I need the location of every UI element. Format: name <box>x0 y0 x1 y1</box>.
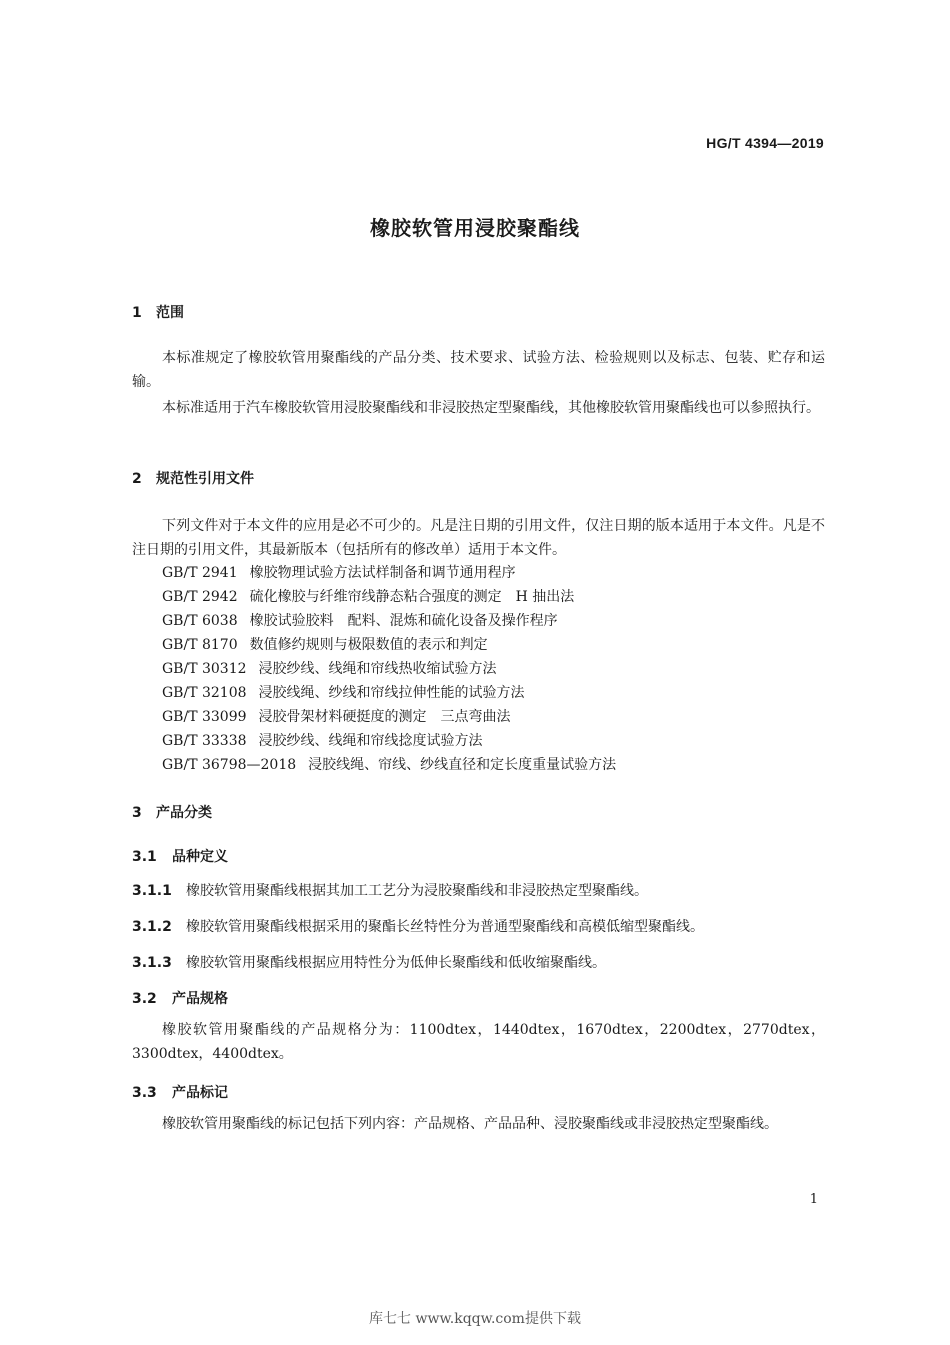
clause-number: 3.1.2 <box>132 919 172 935</box>
reference-item <box>162 610 558 630</box>
reference-item <box>162 658 497 678</box>
reference-title: 浸胶线绳、纱线和帘线拉伸性能的试验方法 <box>258 685 525 701</box>
reference-item <box>162 682 525 702</box>
subsection-3-3-text: 橡胶软管用聚酯线的标记包括下列内容：产品规格、产品品种、浸胶聚酯线或非浸胶热定型聚酯线。 <box>162 1116 778 1132</box>
document-title: 橡胶软管用浸胶聚酯线 <box>370 216 580 240</box>
reference-title: 数值修约规则与极限数值的表示和判定 <box>249 637 488 653</box>
reference-code: GB/T 30312 <box>162 661 247 677</box>
subsection-3-2-text: 橡胶软管用聚酯线的产品规格分为：1100dtex，1440dtex，1670dtex，2200dtex，2770dtex，3300dtex，4400dtex。 <box>132 1022 825 1062</box>
reference-item <box>162 730 483 750</box>
clause-3-1-1 <box>132 880 648 900</box>
subsection-number: 3.2 <box>132 991 157 1007</box>
clause-number: 3.1.1 <box>132 883 172 899</box>
standard-number: HG/T 4394—2019 <box>706 135 824 151</box>
clause-3-1-2 <box>132 916 704 936</box>
reference-code: GB/T 2941 <box>162 565 238 581</box>
reference-title: 硫化橡胶与纤维帘线静态粘合强度的测定 H 抽出法 <box>249 589 575 605</box>
subsection-title: 品种定义 <box>172 849 228 865</box>
reference-code: GB/T 6038 <box>162 613 238 629</box>
section-3-heading <box>132 802 212 822</box>
clause-text: 橡胶软管用聚酯线根据其加工工艺分为浸胶聚酯线和非浸胶热定型聚酯线。 <box>186 883 648 899</box>
section-number: 1 <box>132 305 142 321</box>
section-number: 2 <box>132 471 142 487</box>
section-number: 3 <box>132 805 142 821</box>
subsection-number: 3.1 <box>132 849 157 865</box>
section-2-intro: 下列文件对于本文件的应用是必不可少的。凡是注日期的引用文件，仅注日期的版本适用于本文件。凡是不注日期的引用文件，其最新版本（包括所有的修改单）适用于本文件。 <box>132 518 825 558</box>
section-title: 产品分类 <box>156 805 212 821</box>
section-title: 范围 <box>156 305 184 321</box>
reference-code: GB/T 33338 <box>162 733 247 749</box>
clause-3-1-3 <box>132 952 606 972</box>
clause-text: 橡胶软管用聚酯线根据应用特性分为低伸长聚酯线和低收缩聚酯线。 <box>186 955 606 971</box>
section-1-heading <box>132 302 184 322</box>
subsection-3-2-heading <box>132 988 228 1008</box>
reference-item <box>162 586 574 606</box>
reference-title: 浸胶骨架材料硬挺度的测定 三点弯曲法 <box>258 709 511 725</box>
reference-title: 橡胶物理试验方法试样制备和调节通用程序 <box>249 565 516 581</box>
download-footer: 库七七 www.kqqw.com提供下载 <box>369 1311 581 1327</box>
page-number: 1 <box>809 1192 818 1207</box>
reference-title: 浸胶线绳、帘线、纱线直径和定长度重量试验方法 <box>308 757 617 773</box>
reference-item <box>162 634 488 654</box>
reference-item <box>162 562 516 582</box>
clause-text: 橡胶软管用聚酯线根据采用的聚酯长丝特性分为普通型聚酯线和高模低缩型聚酯线。 <box>186 919 704 935</box>
reference-title: 橡胶试验胶料 配料、混炼和硫化设备及操作程序 <box>249 613 558 629</box>
reference-item <box>162 706 511 726</box>
subsection-3-1-heading <box>132 846 228 866</box>
reference-title: 浸胶纱线、线绳和帘线捻度试验方法 <box>258 733 483 749</box>
clause-number: 3.1.3 <box>132 955 172 971</box>
reference-code: GB/T 2942 <box>162 589 238 605</box>
reference-code: GB/T 33099 <box>162 709 247 725</box>
reference-item <box>162 754 616 774</box>
section-title: 规范性引用文件 <box>156 471 254 487</box>
reference-title: 浸胶纱线、线绳和帘线热收缩试验方法 <box>258 661 497 677</box>
subsection-3-3-heading <box>132 1082 228 1102</box>
subsection-title: 产品标记 <box>172 1085 228 1101</box>
section-1-paragraph-2: 本标准适用于汽车橡胶软管用浸胶聚酯线和非浸胶热定型聚酯线，其他橡胶软管用聚酯线也可以参照执行。 <box>162 400 820 416</box>
reference-code: GB/T 8170 <box>162 637 238 653</box>
reference-code: GB/T 36798—2018 <box>162 757 297 773</box>
section-1-paragraph-1: 本标准规定了橡胶软管用聚酯线的产品分类、技术要求、试验方法、检验规则以及标志、包装、贮存和运输。 <box>132 350 825 390</box>
subsection-title: 产品规格 <box>172 991 228 1007</box>
reference-code: GB/T 32108 <box>162 685 247 701</box>
subsection-number: 3.3 <box>132 1085 157 1101</box>
section-2-heading <box>132 468 254 488</box>
